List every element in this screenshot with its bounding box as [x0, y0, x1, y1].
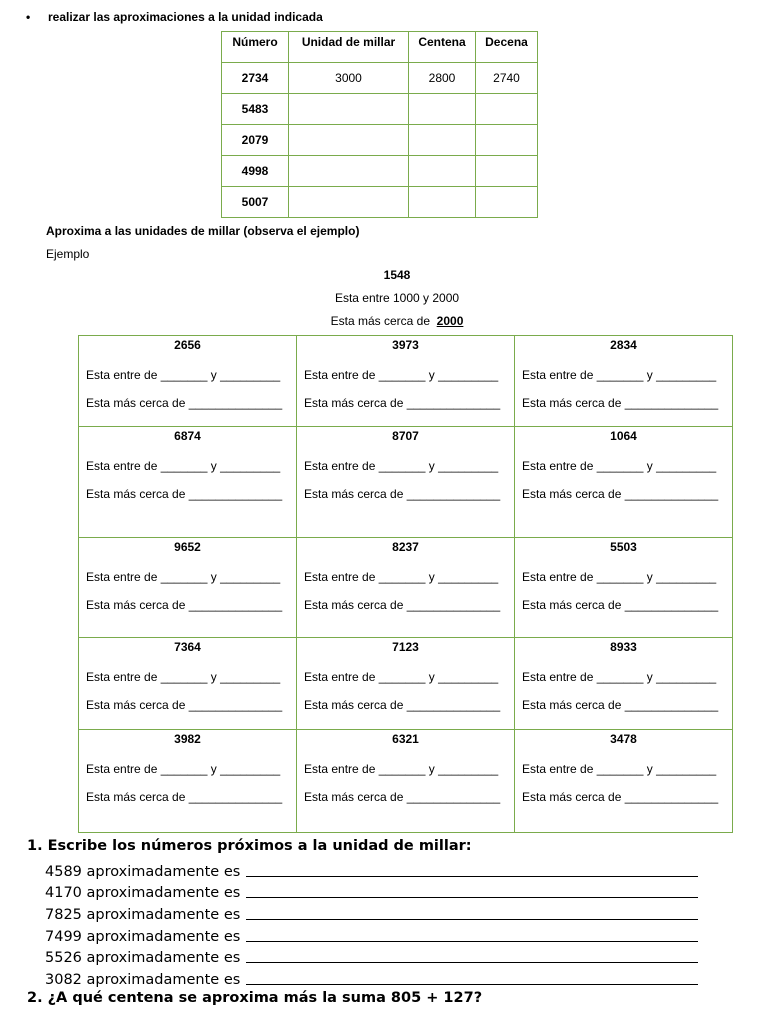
- exercise-number: 2834: [610, 338, 637, 352]
- answer-blank-line[interactable]: [246, 970, 698, 985]
- question1-list: [45, 858, 698, 988]
- exercise-number: 9652: [174, 540, 201, 554]
- list-item-text: 4589 aproximadamente es: [45, 863, 241, 880]
- exercise-grid: [78, 335, 733, 833]
- exercise-number: 3478: [610, 732, 637, 746]
- exercise-cell: [515, 730, 733, 833]
- exercise-number: 8933: [610, 640, 637, 654]
- cell-numero: 5007: [222, 187, 289, 218]
- header-unidad-de-millar: Unidad de millar: [289, 32, 409, 63]
- cell-unidad-de-millar[interactable]: [289, 125, 409, 156]
- exercise-number: 7123: [392, 640, 419, 654]
- between-blank-line[interactable]: Esta entre de _______ y _________: [86, 570, 281, 584]
- closer-blank-line[interactable]: Esta más cerca de ______________: [304, 598, 501, 612]
- exercise-number: 6321: [392, 732, 419, 746]
- cell-centena[interactable]: 2800: [409, 63, 476, 94]
- between-blank-line[interactable]: Esta entre de _______ y _________: [522, 570, 717, 584]
- exercise-number: 8237: [392, 540, 419, 554]
- example-closer-prefix: Esta más cerca de: [330, 314, 430, 328]
- table-row: [222, 187, 538, 218]
- example-label: Ejemplo: [46, 247, 90, 261]
- cell-numero: 4998: [222, 156, 289, 187]
- exercise-cell: [515, 427, 733, 538]
- exercise-number: 1064: [610, 429, 637, 443]
- closer-blank-line[interactable]: Esta más cerca de ______________: [304, 698, 501, 712]
- exercise-number: 8707: [392, 429, 419, 443]
- closer-blank-line[interactable]: Esta más cerca de ______________: [86, 396, 283, 410]
- exercise-cell: [79, 427, 297, 538]
- cell-centena[interactable]: [409, 187, 476, 218]
- cell-centena[interactable]: [409, 125, 476, 156]
- closer-blank-line[interactable]: Esta más cerca de ______________: [522, 487, 719, 501]
- between-blank-line[interactable]: Esta entre de _______ y _________: [522, 670, 717, 684]
- grid-row: [79, 336, 733, 427]
- cell-decena[interactable]: [476, 156, 538, 187]
- list-item-text: 5526 aproximadamente es: [45, 950, 241, 967]
- list-item-text: 4170 aproximadamente es: [45, 885, 241, 902]
- list-item: [45, 923, 698, 945]
- cell-numero: 2079: [222, 125, 289, 156]
- answer-blank-line[interactable]: [246, 862, 698, 877]
- exercise-cell: [515, 336, 733, 427]
- example-number: 1548: [383, 268, 411, 282]
- grid-row: [79, 730, 733, 833]
- exercise-number: 7364: [174, 640, 201, 654]
- exercise-cell: [297, 638, 515, 730]
- between-blank-line[interactable]: Esta entre de _______ y _________: [522, 368, 717, 382]
- cell-decena[interactable]: [476, 94, 538, 125]
- closer-blank-line[interactable]: Esta más cerca de ______________: [304, 396, 501, 410]
- between-blank-line[interactable]: Esta entre de _______ y _________: [86, 459, 281, 473]
- cell-unidad-de-millar[interactable]: 3000: [289, 63, 409, 94]
- exercise-cell: [297, 538, 515, 638]
- cell-numero: 5483: [222, 94, 289, 125]
- cell-numero: 2734: [222, 63, 289, 94]
- list-item: [45, 966, 698, 988]
- between-blank-line[interactable]: Esta entre de _______ y _________: [304, 368, 499, 382]
- table-row: [222, 156, 538, 187]
- between-blank-line[interactable]: Esta entre de _______ y _________: [522, 459, 717, 473]
- header-centena: Centena: [409, 32, 476, 63]
- grid-row: [79, 638, 733, 730]
- closer-blank-line[interactable]: Esta más cerca de ______________: [522, 790, 719, 804]
- closer-blank-line[interactable]: Esta más cerca de ______________: [522, 698, 719, 712]
- exercise-number: 5503: [610, 540, 637, 554]
- exercise-number: 3973: [392, 338, 419, 352]
- header-decena: Decena: [476, 32, 538, 63]
- grid-row: [79, 538, 733, 638]
- closer-blank-line[interactable]: Esta más cerca de ______________: [304, 790, 501, 804]
- exercise-cell: [297, 336, 515, 427]
- cell-decena[interactable]: [476, 187, 538, 218]
- closer-blank-line[interactable]: Esta más cerca de ______________: [86, 598, 283, 612]
- list-item: [45, 858, 698, 880]
- closer-blank-line[interactable]: Esta más cerca de ______________: [86, 487, 283, 501]
- cell-centena[interactable]: [409, 94, 476, 125]
- exercise-number: 2656: [174, 338, 201, 352]
- between-blank-line[interactable]: Esta entre de _______ y _________: [522, 762, 717, 776]
- between-blank-line[interactable]: Esta entre de _______ y _________: [304, 670, 499, 684]
- exercise-cell: [79, 730, 297, 833]
- list-item-text: 7499 aproximadamente es: [45, 928, 241, 945]
- question1-title: 1. Escribe los números próximos a la unidad de millar:: [27, 838, 472, 854]
- bullet-icon: •: [26, 10, 31, 24]
- between-blank-line[interactable]: Esta entre de _______ y _________: [304, 570, 499, 584]
- approximation-table: [221, 31, 538, 218]
- answer-blank-line[interactable]: [246, 948, 698, 963]
- instruction-line: [26, 10, 323, 24]
- example-closer-answer: 2000: [436, 314, 464, 328]
- exercise-cell: [515, 538, 733, 638]
- exercise-cell: [79, 336, 297, 427]
- list-item-text: 7825 aproximadamente es: [45, 907, 241, 924]
- cell-centena[interactable]: [409, 156, 476, 187]
- example-closer: [0, 314, 768, 328]
- approximation-table-header: [222, 32, 538, 63]
- section2-heading: Aproxima a las unidades de millar (observa el ejemplo): [46, 224, 360, 238]
- header-numero: Número: [222, 32, 289, 63]
- closer-blank-line[interactable]: Esta más cerca de ______________: [86, 790, 283, 804]
- table-row: [222, 94, 538, 125]
- cell-decena[interactable]: 2740: [476, 63, 538, 94]
- instruction-text: realizar las aproximaciones a la unidad indicada: [48, 10, 323, 24]
- closer-blank-line[interactable]: Esta más cerca de ______________: [522, 598, 719, 612]
- between-blank-line[interactable]: Esta entre de _______ y _________: [86, 368, 281, 382]
- list-item: [45, 880, 698, 902]
- question2-title: 2. ¿A qué centena se aproxima más la suma 805 + 127?: [27, 990, 483, 1006]
- cell-decena[interactable]: [476, 125, 538, 156]
- exercise-cell: [297, 730, 515, 833]
- answer-blank-line[interactable]: [246, 927, 698, 942]
- exercise-number: 6874: [174, 429, 201, 443]
- cell-unidad-de-millar[interactable]: [289, 156, 409, 187]
- between-blank-line[interactable]: Esta entre de _______ y _________: [86, 670, 281, 684]
- grid-row: [79, 427, 733, 538]
- answer-blank-line[interactable]: [246, 883, 698, 898]
- answer-blank-line[interactable]: [246, 905, 698, 920]
- example-between: Esta entre 1000 y 2000: [334, 291, 460, 305]
- table-row: [222, 63, 538, 94]
- cell-unidad-de-millar[interactable]: [289, 187, 409, 218]
- exercise-cell: [515, 638, 733, 730]
- between-blank-line[interactable]: Esta entre de _______ y _________: [86, 762, 281, 776]
- cell-unidad-de-millar[interactable]: [289, 94, 409, 125]
- exercise-cell: [297, 427, 515, 538]
- closer-blank-line[interactable]: Esta más cerca de ______________: [86, 698, 283, 712]
- exercise-cell: [79, 538, 297, 638]
- between-blank-line[interactable]: Esta entre de _______ y _________: [304, 762, 499, 776]
- closer-blank-line[interactable]: Esta más cerca de ______________: [304, 487, 501, 501]
- closer-blank-line[interactable]: Esta más cerca de ______________: [522, 396, 719, 410]
- exercise-number: 3982: [174, 732, 201, 746]
- table-row: [222, 125, 538, 156]
- list-item-text: 3082 aproximadamente es: [45, 972, 241, 989]
- exercise-cell: [79, 638, 297, 730]
- list-item: [45, 945, 698, 967]
- between-blank-line[interactable]: Esta entre de _______ y _________: [304, 459, 499, 473]
- list-item: [45, 901, 698, 923]
